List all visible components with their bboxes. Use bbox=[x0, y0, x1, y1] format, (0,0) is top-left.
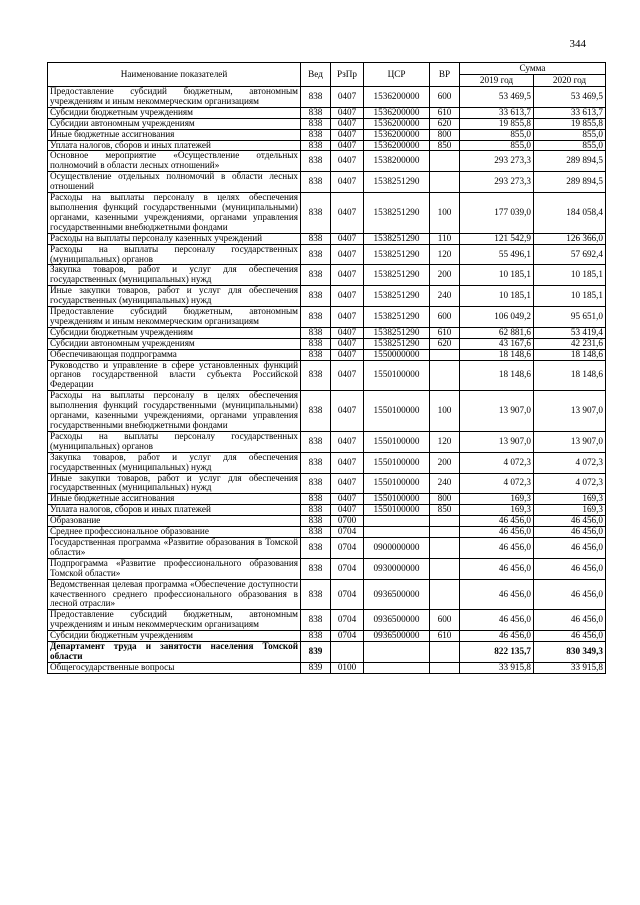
row-vr: 100 bbox=[430, 391, 460, 432]
row-vr: 600 bbox=[430, 307, 460, 328]
row-value-2020: 169,3 bbox=[534, 505, 606, 516]
row-value-2019: 55 496,1 bbox=[460, 244, 534, 265]
row-vr: 620 bbox=[430, 338, 460, 349]
row-name: Иные закупки товаров, работ и услуг для обеспечения государственных (муниципальных) нужд bbox=[48, 286, 301, 307]
row-value-2019: 4 072,3 bbox=[460, 473, 534, 494]
row-csr: 1538251290 bbox=[364, 307, 430, 328]
row-name: Общегосударственные вопросы bbox=[48, 662, 301, 673]
row-vr bbox=[430, 537, 460, 558]
row-name: Среднее профессиональное образование bbox=[48, 527, 301, 538]
row-vr: 100 bbox=[430, 193, 460, 234]
row-value-2019: 10 185,1 bbox=[460, 265, 534, 286]
table-row bbox=[48, 631, 606, 642]
row-value-2020: 830 349,3 bbox=[534, 642, 606, 663]
row-value-2020: 855,0 bbox=[534, 140, 606, 151]
row-csr: 1536200000 bbox=[364, 118, 430, 129]
row-value-2020: 53 469,5 bbox=[534, 87, 606, 108]
row-rzpr: 0407 bbox=[331, 360, 364, 391]
header-rzpr: РзПр bbox=[331, 63, 364, 87]
row-value-2019: 855,0 bbox=[460, 140, 534, 151]
row-rzpr: 0407 bbox=[331, 172, 364, 193]
row-vr: 800 bbox=[430, 494, 460, 505]
table-row bbox=[48, 327, 606, 338]
row-csr: 1550100000 bbox=[364, 391, 430, 432]
row-name: Образование bbox=[48, 516, 301, 527]
row-value-2019: 18 148,6 bbox=[460, 349, 534, 360]
row-value-2020: 95 651,0 bbox=[534, 307, 606, 328]
table-row bbox=[48, 610, 606, 631]
row-value-2020: 169,3 bbox=[534, 494, 606, 505]
row-vr: 200 bbox=[430, 452, 460, 473]
row-rzpr: 0407 bbox=[331, 233, 364, 244]
row-csr: 0930000000 bbox=[364, 558, 430, 579]
row-name: Предоставление субсидий бюджетным, автономным учреждениям и иным некоммерческим организациям bbox=[48, 307, 301, 328]
table-row bbox=[48, 233, 606, 244]
row-ved: 838 bbox=[301, 327, 331, 338]
header-csr: ЦСР bbox=[364, 63, 430, 87]
row-csr: 1538200000 bbox=[364, 151, 430, 172]
row-rzpr: 0407 bbox=[331, 307, 364, 328]
row-ved: 838 bbox=[301, 537, 331, 558]
row-ved: 838 bbox=[301, 349, 331, 360]
row-vr bbox=[430, 349, 460, 360]
row-rzpr: 0704 bbox=[331, 610, 364, 631]
row-name: Предоставление субсидий бюджетным, автономным учреждениям и иным некоммерческим организациям bbox=[48, 610, 301, 631]
row-rzpr: 0704 bbox=[331, 631, 364, 642]
row-rzpr: 0407 bbox=[331, 327, 364, 338]
page-number: 344 bbox=[569, 38, 586, 50]
header-ved: Вед bbox=[301, 63, 331, 87]
row-rzpr: 0407 bbox=[331, 107, 364, 118]
row-csr bbox=[364, 642, 430, 663]
row-value-2019: 855,0 bbox=[460, 129, 534, 140]
row-vr bbox=[430, 516, 460, 527]
row-rzpr: 0407 bbox=[331, 265, 364, 286]
row-csr: 1538251290 bbox=[364, 286, 430, 307]
row-rzpr: 0704 bbox=[331, 579, 364, 610]
row-ved: 838 bbox=[301, 307, 331, 328]
row-value-2020: 126 366,0 bbox=[534, 233, 606, 244]
row-rzpr: 0407 bbox=[331, 140, 364, 151]
row-ved: 838 bbox=[301, 286, 331, 307]
row-rzpr: 0704 bbox=[331, 558, 364, 579]
row-ved: 838 bbox=[301, 452, 331, 473]
table-row bbox=[48, 87, 606, 108]
row-vr: 120 bbox=[430, 244, 460, 265]
row-ved: 838 bbox=[301, 360, 331, 391]
row-name: Ведомственная целевая программа «Обеспечение доступности качественного среднего профессионального образования в лесной отрасли» bbox=[48, 579, 301, 610]
row-rzpr: 0700 bbox=[331, 516, 364, 527]
table-row bbox=[48, 244, 606, 265]
row-value-2020: 46 456,0 bbox=[534, 631, 606, 642]
row-ved: 838 bbox=[301, 233, 331, 244]
row-rzpr: 0407 bbox=[331, 431, 364, 452]
budget-table bbox=[47, 62, 606, 674]
row-name: Расходы на выплаты персоналу в целях обеспечения выполнения функций государственными (муниципальными) органами, казенными учреждениями, органами управления государственными внебюджетными фондами bbox=[48, 193, 301, 234]
row-value-2019: 121 542,9 bbox=[460, 233, 534, 244]
row-ved: 838 bbox=[301, 431, 331, 452]
row-vr: 110 bbox=[430, 233, 460, 244]
header-vr: ВР bbox=[430, 63, 460, 87]
row-ved: 838 bbox=[301, 129, 331, 140]
row-value-2020: 855,0 bbox=[534, 129, 606, 140]
row-vr: 120 bbox=[430, 431, 460, 452]
row-value-2019: 43 167,6 bbox=[460, 338, 534, 349]
row-value-2019: 46 456,0 bbox=[460, 579, 534, 610]
row-ved: 838 bbox=[301, 172, 331, 193]
table-row bbox=[48, 307, 606, 328]
row-value-2019: 169,3 bbox=[460, 494, 534, 505]
row-name: Подпрограмма «Развитие профессионального образования Томской области» bbox=[48, 558, 301, 579]
row-csr: 1550100000 bbox=[364, 494, 430, 505]
row-name: Основное мероприятие «Осуществление отдельных полномочий в области лесных отношений» bbox=[48, 151, 301, 172]
table-row bbox=[48, 129, 606, 140]
table-row bbox=[48, 360, 606, 391]
table-row bbox=[48, 494, 606, 505]
row-vr bbox=[430, 360, 460, 391]
row-csr: 1538251290 bbox=[364, 233, 430, 244]
row-csr: 1550100000 bbox=[364, 473, 430, 494]
row-name: Расходы на выплаты персоналу казенных учреждений bbox=[48, 233, 301, 244]
row-ved: 838 bbox=[301, 265, 331, 286]
row-ved: 838 bbox=[301, 87, 331, 108]
row-rzpr: 0704 bbox=[331, 537, 364, 558]
table-row bbox=[48, 349, 606, 360]
row-value-2019: 46 456,0 bbox=[460, 631, 534, 642]
row-csr: 0936500000 bbox=[364, 631, 430, 642]
row-rzpr: 0407 bbox=[331, 473, 364, 494]
table-row bbox=[48, 452, 606, 473]
header-2019: 2019 год bbox=[460, 75, 534, 87]
row-value-2019: 53 469,5 bbox=[460, 87, 534, 108]
table-row bbox=[48, 662, 606, 673]
row-value-2019: 46 456,0 bbox=[460, 558, 534, 579]
row-name: Предоставление субсидий бюджетным, автономным учреждениям и иным некоммерческим организациям bbox=[48, 87, 301, 108]
row-value-2020: 33 613,7 bbox=[534, 107, 606, 118]
row-ved: 838 bbox=[301, 338, 331, 349]
table-row bbox=[48, 151, 606, 172]
row-vr: 610 bbox=[430, 327, 460, 338]
row-rzpr: 0407 bbox=[331, 452, 364, 473]
row-rzpr: 0407 bbox=[331, 494, 364, 505]
table-row bbox=[48, 265, 606, 286]
row-value-2019: 822 135,7 bbox=[460, 642, 534, 663]
row-value-2019: 169,3 bbox=[460, 505, 534, 516]
table-row bbox=[48, 391, 606, 432]
row-ved: 838 bbox=[301, 527, 331, 538]
row-vr: 610 bbox=[430, 107, 460, 118]
row-csr: 1538251290 bbox=[364, 327, 430, 338]
row-csr: 1538251290 bbox=[364, 172, 430, 193]
row-value-2019: 33 915,8 bbox=[460, 662, 534, 673]
row-vr bbox=[430, 172, 460, 193]
row-value-2020: 184 058,4 bbox=[534, 193, 606, 234]
row-value-2019: 19 855,8 bbox=[460, 118, 534, 129]
row-rzpr: 0407 bbox=[331, 193, 364, 234]
row-ved: 838 bbox=[301, 579, 331, 610]
row-csr: 1536200000 bbox=[364, 129, 430, 140]
table-row bbox=[48, 537, 606, 558]
row-value-2019: 46 456,0 bbox=[460, 610, 534, 631]
row-csr: 0936500000 bbox=[364, 579, 430, 610]
row-rzpr: 0407 bbox=[331, 349, 364, 360]
row-value-2020: 42 231,6 bbox=[534, 338, 606, 349]
row-rzpr: 0407 bbox=[331, 129, 364, 140]
row-vr: 600 bbox=[430, 87, 460, 108]
row-value-2020: 13 907,0 bbox=[534, 431, 606, 452]
row-value-2020: 46 456,0 bbox=[534, 558, 606, 579]
row-ved: 839 bbox=[301, 642, 331, 663]
row-ved: 838 bbox=[301, 391, 331, 432]
row-value-2020: 33 915,8 bbox=[534, 662, 606, 673]
row-rzpr: 0704 bbox=[331, 527, 364, 538]
row-value-2019: 10 185,1 bbox=[460, 286, 534, 307]
table-row bbox=[48, 140, 606, 151]
row-vr bbox=[430, 579, 460, 610]
row-name: Иные бюджетные ассигнования bbox=[48, 129, 301, 140]
row-csr: 0900000000 bbox=[364, 537, 430, 558]
row-csr: 1550000000 bbox=[364, 349, 430, 360]
row-csr bbox=[364, 662, 430, 673]
header-name: Наименование показателей bbox=[48, 63, 301, 87]
row-name: Иные бюджетные ассигнования bbox=[48, 494, 301, 505]
row-name: Расходы на выплаты персоналу в целях обеспечения выполнения функций государственными (муниципальными) органами, казенными учреждениями, органами управления государственными внебюджетными фондами bbox=[48, 391, 301, 432]
table-row bbox=[48, 473, 606, 494]
table-row bbox=[48, 579, 606, 610]
row-ved: 838 bbox=[301, 558, 331, 579]
row-value-2020: 19 855,8 bbox=[534, 118, 606, 129]
row-csr: 1538251290 bbox=[364, 265, 430, 286]
row-csr: 1538251290 bbox=[364, 338, 430, 349]
row-csr: 1536200000 bbox=[364, 107, 430, 118]
table-row bbox=[48, 338, 606, 349]
row-value-2020: 46 456,0 bbox=[534, 537, 606, 558]
table-row bbox=[48, 642, 606, 663]
row-csr: 1538251290 bbox=[364, 244, 430, 265]
row-name: Обеспечивающая подпрограмма bbox=[48, 349, 301, 360]
row-ved: 838 bbox=[301, 516, 331, 527]
row-name: Уплата налогов, сборов и иных платежей bbox=[48, 140, 301, 151]
row-name: Департамент труда и занятости населения Томской области bbox=[48, 642, 301, 663]
row-ved: 838 bbox=[301, 610, 331, 631]
row-vr: 240 bbox=[430, 473, 460, 494]
table-row bbox=[48, 527, 606, 538]
row-vr bbox=[430, 662, 460, 673]
row-ved: 838 bbox=[301, 494, 331, 505]
row-csr: 1536200000 bbox=[364, 87, 430, 108]
row-csr bbox=[364, 516, 430, 527]
table-row bbox=[48, 172, 606, 193]
row-csr: 1550100000 bbox=[364, 431, 430, 452]
row-value-2020: 46 456,0 bbox=[534, 610, 606, 631]
row-value-2019: 13 907,0 bbox=[460, 431, 534, 452]
table-row bbox=[48, 505, 606, 516]
row-vr: 200 bbox=[430, 265, 460, 286]
row-vr bbox=[430, 558, 460, 579]
row-value-2020: 289 894,5 bbox=[534, 172, 606, 193]
row-value-2020: 289 894,5 bbox=[534, 151, 606, 172]
row-csr bbox=[364, 527, 430, 538]
row-name: Руководство и управление в сфере установленных функций органов государственной власти субъекта Российской Федерации bbox=[48, 360, 301, 391]
table-row bbox=[48, 516, 606, 527]
row-csr: 1550100000 bbox=[364, 360, 430, 391]
row-name: Закупка товаров, работ и услуг для обеспечения государственных (муниципальных) нужд bbox=[48, 265, 301, 286]
row-value-2020: 46 456,0 bbox=[534, 527, 606, 538]
row-vr bbox=[430, 642, 460, 663]
row-ved: 838 bbox=[301, 505, 331, 516]
row-value-2019: 18 148,6 bbox=[460, 360, 534, 391]
row-name: Субсидии бюджетным учреждениям bbox=[48, 327, 301, 338]
row-value-2019: 46 456,0 bbox=[460, 537, 534, 558]
row-ved: 838 bbox=[301, 151, 331, 172]
row-rzpr: 0407 bbox=[331, 151, 364, 172]
table-row bbox=[48, 118, 606, 129]
row-vr: 600 bbox=[430, 610, 460, 631]
row-vr: 610 bbox=[430, 631, 460, 642]
row-value-2020: 46 456,0 bbox=[534, 516, 606, 527]
row-ved: 839 bbox=[301, 662, 331, 673]
row-value-2020: 18 148,6 bbox=[534, 360, 606, 391]
row-value-2019: 62 881,6 bbox=[460, 327, 534, 338]
row-name: Субсидии автономным учреждениям bbox=[48, 118, 301, 129]
row-name: Государственная программа «Развитие образования в Томской области» bbox=[48, 537, 301, 558]
header-sum: Сумма bbox=[460, 63, 606, 75]
row-ved: 838 bbox=[301, 107, 331, 118]
table-row bbox=[48, 107, 606, 118]
row-csr: 0936500000 bbox=[364, 610, 430, 631]
row-value-2019: 33 613,7 bbox=[460, 107, 534, 118]
row-rzpr: 0407 bbox=[331, 338, 364, 349]
row-csr: 1550100000 bbox=[364, 452, 430, 473]
row-value-2019: 293 273,3 bbox=[460, 172, 534, 193]
table-row bbox=[48, 193, 606, 234]
row-rzpr bbox=[331, 642, 364, 663]
row-ved: 838 bbox=[301, 631, 331, 642]
row-name: Расходы на выплаты персоналу государственных (муниципальных) органов bbox=[48, 431, 301, 452]
row-rzpr: 0407 bbox=[331, 244, 364, 265]
row-rzpr: 0100 bbox=[331, 662, 364, 673]
row-value-2020: 46 456,0 bbox=[534, 579, 606, 610]
row-name: Осуществление отдельных полномочий в области лесных отношений bbox=[48, 172, 301, 193]
table-row bbox=[48, 431, 606, 452]
row-csr: 1536200000 bbox=[364, 140, 430, 151]
row-value-2020: 13 907,0 bbox=[534, 391, 606, 432]
row-value-2020: 10 185,1 bbox=[534, 265, 606, 286]
row-value-2019: 46 456,0 bbox=[460, 527, 534, 538]
row-value-2019: 13 907,0 bbox=[460, 391, 534, 432]
table-row bbox=[48, 558, 606, 579]
table-row bbox=[48, 286, 606, 307]
row-ved: 838 bbox=[301, 140, 331, 151]
row-csr: 1550100000 bbox=[364, 505, 430, 516]
row-ved: 838 bbox=[301, 473, 331, 494]
row-rzpr: 0407 bbox=[331, 87, 364, 108]
row-ved: 838 bbox=[301, 118, 331, 129]
row-name: Расходы на выплаты персоналу государственных (муниципальных) органов bbox=[48, 244, 301, 265]
row-vr bbox=[430, 527, 460, 538]
row-vr: 850 bbox=[430, 505, 460, 516]
row-vr bbox=[430, 151, 460, 172]
row-value-2020: 53 419,4 bbox=[534, 327, 606, 338]
row-value-2020: 18 148,6 bbox=[534, 349, 606, 360]
row-vr: 850 bbox=[430, 140, 460, 151]
row-value-2019: 46 456,0 bbox=[460, 516, 534, 527]
row-value-2019: 106 049,2 bbox=[460, 307, 534, 328]
row-name: Субсидии бюджетным учреждениям bbox=[48, 107, 301, 118]
row-value-2020: 4 072,3 bbox=[534, 452, 606, 473]
row-value-2020: 57 692,4 bbox=[534, 244, 606, 265]
row-vr: 240 bbox=[430, 286, 460, 307]
row-rzpr: 0407 bbox=[331, 391, 364, 432]
row-ved: 838 bbox=[301, 244, 331, 265]
row-name: Уплата налогов, сборов и иных платежей bbox=[48, 505, 301, 516]
row-name: Субсидии автономным учреждениям bbox=[48, 338, 301, 349]
row-value-2019: 177 039,0 bbox=[460, 193, 534, 234]
row-rzpr: 0407 bbox=[331, 286, 364, 307]
row-name: Иные закупки товаров, работ и услуг для обеспечения государственных (муниципальных) нужд bbox=[48, 473, 301, 494]
row-vr: 620 bbox=[430, 118, 460, 129]
row-csr: 1538251290 bbox=[364, 193, 430, 234]
row-value-2020: 4 072,3 bbox=[534, 473, 606, 494]
header-2020: 2020 год bbox=[534, 75, 606, 87]
row-value-2019: 4 072,3 bbox=[460, 452, 534, 473]
row-value-2020: 10 185,1 bbox=[534, 286, 606, 307]
row-vr: 800 bbox=[430, 129, 460, 140]
row-rzpr: 0407 bbox=[331, 118, 364, 129]
row-name: Закупка товаров, работ и услуг для обеспечения государственных (муниципальных) нужд bbox=[48, 452, 301, 473]
row-rzpr: 0407 bbox=[331, 505, 364, 516]
row-ved: 838 bbox=[301, 193, 331, 234]
row-value-2019: 293 273,3 bbox=[460, 151, 534, 172]
row-name: Субсидии бюджетным учреждениям bbox=[48, 631, 301, 642]
